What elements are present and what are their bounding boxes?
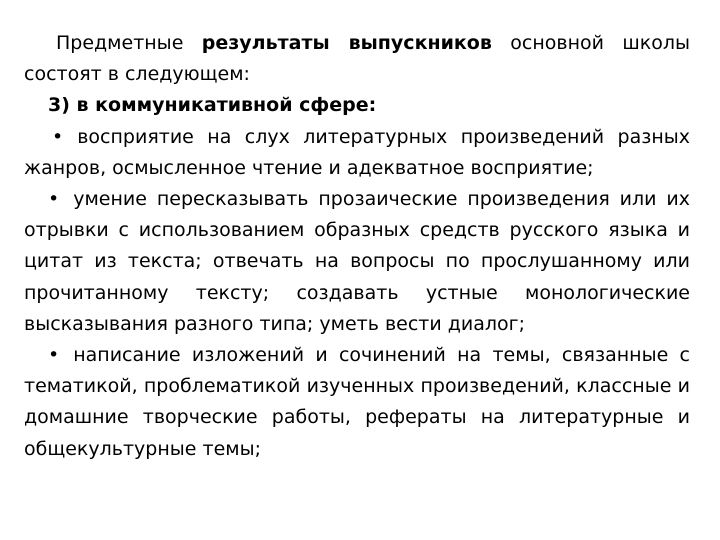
slide-body: [24, 28, 690, 465]
bullet-item-2: [24, 184, 690, 340]
bullet-item-3-text: написание изложений и сочинений на темы, связанные с тематикой, проблематикой изученных произведений, классные и домашние творческие работы, рефераты на литературные и общекультурные темы;: [24, 344, 690, 460]
bullet-item-1-text: восприятие на слух литературных произведений разных жанров, осмысленное чтение и адекватное восприятие;: [24, 125, 690, 179]
intro-text-start: Предметные: [56, 32, 202, 54]
section-heading: 3) в коммуникативной сфере:: [48, 94, 377, 117]
intro-paragraph: [24, 28, 690, 90]
intro-text-end: основной школы состоят в следующем:: [24, 32, 690, 86]
bullet-item-1: [24, 122, 690, 184]
bullet-icon: •: [48, 188, 60, 211]
intro-bold-phrase: результаты выпускников: [201, 32, 492, 54]
bullet-item-2-text: умение пересказывать прозаические произведения или их отрывки с использованием образных средств русского языка и цитат из текста; отвечать на вопросы по прослушанному или прочитанному тексту; создавать устные монологические высказывания разного типа; уметь вести диалог;: [24, 188, 690, 335]
bullet-icon: •: [48, 344, 60, 367]
bullet-item-3: [24, 340, 690, 465]
bullet-icon: •: [52, 125, 64, 148]
